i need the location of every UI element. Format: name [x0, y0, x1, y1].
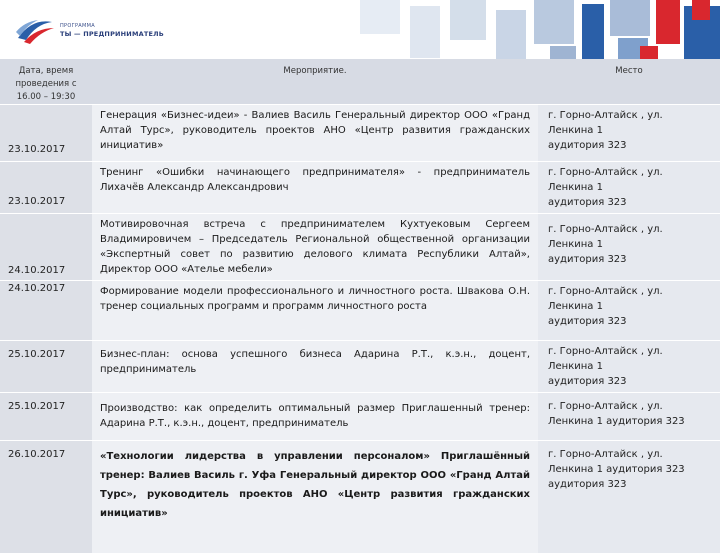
logo-swoosh-icon [14, 14, 56, 48]
table-row [0, 341, 720, 393]
row-event: Мотивировочная встреча с предпринимателем Кухтуековым Сергеем Владимировичем – Председатель Региональной общественной организации «Экспертный совет по развитию делового климата Республики Алтай», Директор ООО «Ателье мебели» [92, 214, 538, 281]
row-place: г. Горно-Алтайск , ул. Ленкина 1 аудитория 323 [538, 105, 720, 162]
row-date: 23.10.2017 [0, 105, 92, 162]
header-place: Место [538, 59, 720, 105]
row-event: Формирование модели профессионального и личностного роста. Швакова О.Н. тренер социальных программ и программ личностного роста [92, 281, 538, 341]
row-event: Бизнес-план: основа успешного бизнеса Адарина Р.Т., к.э.н., доцент, предприниматель [92, 341, 538, 393]
logo-line-title: ТЫ — ПРЕДПРИНИМАТЕЛЬ [60, 30, 164, 39]
row-place: г. Горно-Алтайск , ул. Ленкина 1 аудитория 323 [538, 162, 720, 214]
row-place: г. Горно-Алтайск , ул. Ленкина 1 аудитория 323 [538, 281, 720, 341]
header-decoration [300, 0, 720, 62]
row-place: г. Горно-Алтайск , ул. Ленкина 1 аудитория 323 аудитория 323 [538, 441, 720, 553]
table-row [0, 281, 720, 341]
table-row [0, 214, 720, 281]
row-place: г. Горно-Алтайск , ул. Ленкина 1 аудитория 323 [538, 214, 720, 281]
row-date: 26.10.2017 [0, 441, 92, 553]
row-place: г. Горно-Алтайск , ул. Ленкина 1 аудитория 323 [538, 393, 720, 441]
table-row [0, 105, 720, 162]
header-band [0, 0, 720, 62]
row-date: 24.10.2017 [0, 214, 92, 281]
row-event: Производство: как определить оптимальный размер Приглашенный тренер: Адарина Р.Т., к.э.н., доцент, предприниматель [92, 393, 538, 441]
row-date: 23.10.2017 [0, 162, 92, 214]
row-event: «Технологии лидерства в управлении персоналом» Приглашённый тренер: Валиев Василь г. Уфа Генеральный директор ООО «Гранд Алтай Турс», руководитель проектов АНО «Центр развития гражданских инициатив» [92, 441, 538, 553]
row-date: 25.10.2017 [0, 393, 92, 441]
row-event: Тренинг «Ошибки начинающего предпринимателя» - предприниматель Лихачёв Александр Александрович [92, 162, 538, 214]
header-event: Мероприятие. [92, 59, 538, 105]
row-date: 24.10.2017 [0, 281, 92, 341]
row-date: 25.10.2017 [0, 341, 92, 393]
row-event: Генерация «Бизнес-идеи» - Валиев Василь Генеральный директор ООО «Гранд Алтай Турс», руководитель проектов АНО «Центр развития гражданских инициатив» [92, 105, 538, 162]
program-logo [14, 14, 164, 48]
schedule-table [0, 59, 720, 553]
logo-line-program: ПРОГРАММА [60, 23, 95, 30]
table-row [0, 162, 720, 214]
header-date: Дата, время проведения с 16.00 – 19:30 [0, 59, 92, 105]
row-place: г. Горно-Алтайск , ул. Ленкина 1 аудитория 323 [538, 341, 720, 393]
table-row [0, 393, 720, 441]
table-header-row [0, 59, 720, 105]
table-row [0, 441, 720, 553]
